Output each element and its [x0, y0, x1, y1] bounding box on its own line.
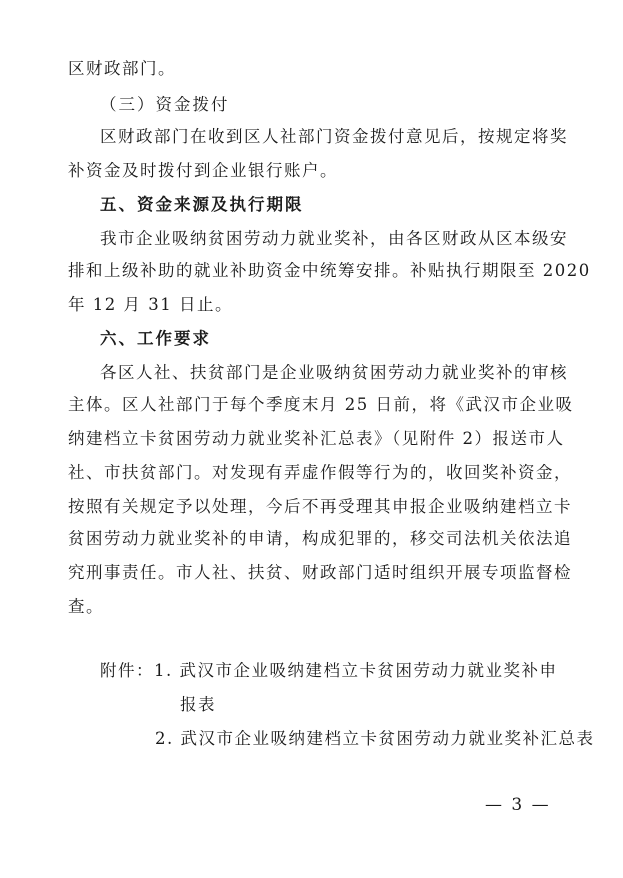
text-line-4: 补资金及时拨付到企业银行账户。 [68, 161, 338, 180]
section-subheading-funds-disbursement: （三）资金拨付 [100, 95, 230, 114]
page-number: — 3 — [485, 795, 551, 815]
text-line-10: 各区人社、扶贫部门是企业吸纳贫困劳动力就业奖补的审核 [100, 363, 568, 382]
attachment-item-1: 附件：1. 武汉市企业吸纳建档立卡贫困劳动力就业奖补申 [100, 661, 558, 680]
text-line-1: 区财政部门。 [68, 59, 176, 78]
text-line-8: 年 12 月 31 日止。 [68, 295, 233, 314]
text-line-16: 究刑事责任。市人社、扶贫、财政部门适时组织开展专项监督检 [68, 563, 572, 582]
text-line-7: 排和上级补助的就业补助资金中统筹安排。补贴执行期限至 2020 [68, 261, 591, 280]
attachment-item-1-continued: 报表 [180, 695, 216, 714]
text-line-13: 社、市扶贫部门。对发现有弄虚作假等行为的，收回奖补资金， [68, 463, 572, 482]
section-heading-work-requirements: 六、工作要求 [100, 329, 211, 348]
text-line-15: 贫困劳动力就业奖补的申请，构成犯罪的，移交司法机关依法追 [68, 529, 572, 548]
text-line-3: 区财政部门在收到区人社部门资金拨付意见后，按规定将奖 [100, 127, 568, 146]
text-line-6: 我市企业吸纳贫困劳动力就业奖补，由各区财政从区本级安 [100, 229, 568, 248]
attachment-item-2: 2. 武汉市企业吸纳建档立卡贫困劳动力就业奖补汇总表 [155, 729, 595, 748]
text-line-17: 查。 [68, 597, 104, 616]
text-line-14: 按照有关规定予以处理，今后不再受理其申报企业吸纳建档立卡 [68, 497, 572, 516]
text-line-12: 纳建档立卡贫困劳动力就业奖补汇总表》（见附件 2）报送市人 [68, 429, 565, 448]
section-heading-funding-source: 五、资金来源及执行期限 [100, 195, 304, 214]
text-line-11: 主体。区人社部门于每个季度末月 25 日前，将《武汉市企业吸 [68, 395, 574, 414]
